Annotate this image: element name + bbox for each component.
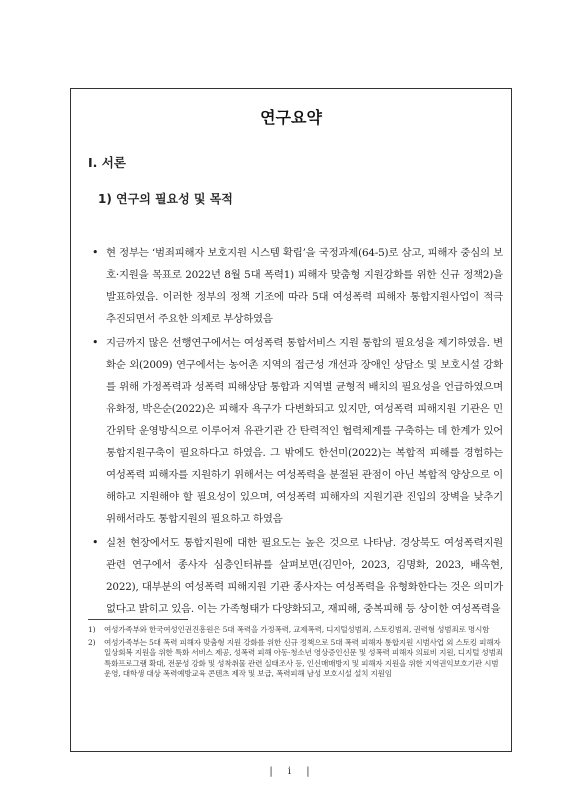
bullet-icon: • [92,246,99,259]
footnote-text: 여성가족부는 5대 폭력 피해자 맞춤형 지원 강화를 위한 신규 정책으로 5대 폭력 피해자 통합지원 시범사업 외 스토킹 피해자 일상회복 지원을 위한 특화 서비스 제공, 성폭력 피해 아동·청소년 영상증인신문 및 성폭력 피해자 의료비 지원, 디지털 성범죄 특화프로그램 확대, 전문성 강화 및 성착취물 관련 실태조사 등, 인신매매방지 및 피해자 지원을 위한 지역권익보호기관 시범운영, 대학생 대상 폭력예방교육 콘텐츠 제작 및 보급, 폭력피해 남성 보호시설 설치 지원임 [104,637,503,679]
paragraph: 실천 현장에서도 통합지원에 대한 필요도는 높은 것으로 나타남. 경상북도 여성폭력지원 관련 연구에서 종사자 심층인터뷰를 살펴보면(김민아, 2023, 김명화, 2023, 배옥현, 2022), 대부분의 여성폭력 피해지원 기관 종사자는 여성폭력을 유형화한다는 것은 의미가 없다고 밝히고 있음. 이는 가족형태가 다양화되고, 재피해, 중복피해 등 상이한 여성폭력을 [106,537,503,615]
page-title: 연구요약 [260,108,322,127]
bullet-icon: • [92,336,99,349]
summary-frame [70,88,512,752]
footnote [88,638,503,680]
footnote-number: 2) [88,637,96,647]
paragraph: 현 정부는 ‘범죄피해자 보호지원 시스템 확립’을 국정과제(64-5)로 삼고, 피해자 중심의 보호·지원을 목표로 2022년 8월 5대 폭력1) 피해자 맞춤형 지원강화를 위한 신규 정책2)을 발표하였음. 이러한 정부의 정책 기조에 따라 5대 여성폭력 피해자 통합지원사업이 적극 추진되면서 주요한 의제로 부상하였음 [106,247,503,325]
subsection-heading: 1) 연구의 필요성 및 목적 [98,192,233,206]
bullet-icon: • [92,536,99,549]
footnote-number: 1) [88,625,96,634]
footnote-text: 여성가족부와 한국여성인권진흥원은 5대 폭력을 가정폭력, 교제폭력, 디지털성범죄, 스토킹범죄, 권력형 성범죄로 명시함 [104,625,490,634]
footnote [88,625,503,636]
footnotes [88,625,503,682]
page-number: | i | [269,766,316,777]
list-item [88,532,503,620]
body-text [88,242,503,622]
list-item [88,332,503,530]
footnote-divider [88,619,188,620]
list-item [88,242,503,330]
section-heading: Ⅰ. 서론 [88,155,126,170]
paragraph: 지금까지 많은 선행연구에서는 여성폭력 통합서비스 지원 통합의 필요성을 제기하였음. 변화순 외(2009) 연구에서는 농어촌 지역의 접근성 개선과 장애인 상담소 및 보호시설 강화를 위해 가정폭력과 성폭력 피해상담 통합과 지역별 균형적 배치의 필요성을 언급하였으며 유화정, 박은순(2022)은 피해자 욕구가 다변화되고 있지만, 여성폭력 피해지원 기관은 민간위탁 운영방식으로 이루어져 유관기관 간 탄력적인 협력체계를 구축하는 데 한계가 있어 통합지원구축이 필요하다고 하였음. 그 밖에도 한선미(2022)는 복합적 피해를 경험하는 여성폭력 피해자를 지원하기 위해서는 여성폭력을 분절된 관점이 아닌 복합적 양상으로 이해하고 지원해야 할 필요성이 있으며, 여성폭력 피해자의 지원기관 진입의 장벽을 낮추기 위해서라도 통합지원의 필요하고 하였음 [106,337,503,525]
